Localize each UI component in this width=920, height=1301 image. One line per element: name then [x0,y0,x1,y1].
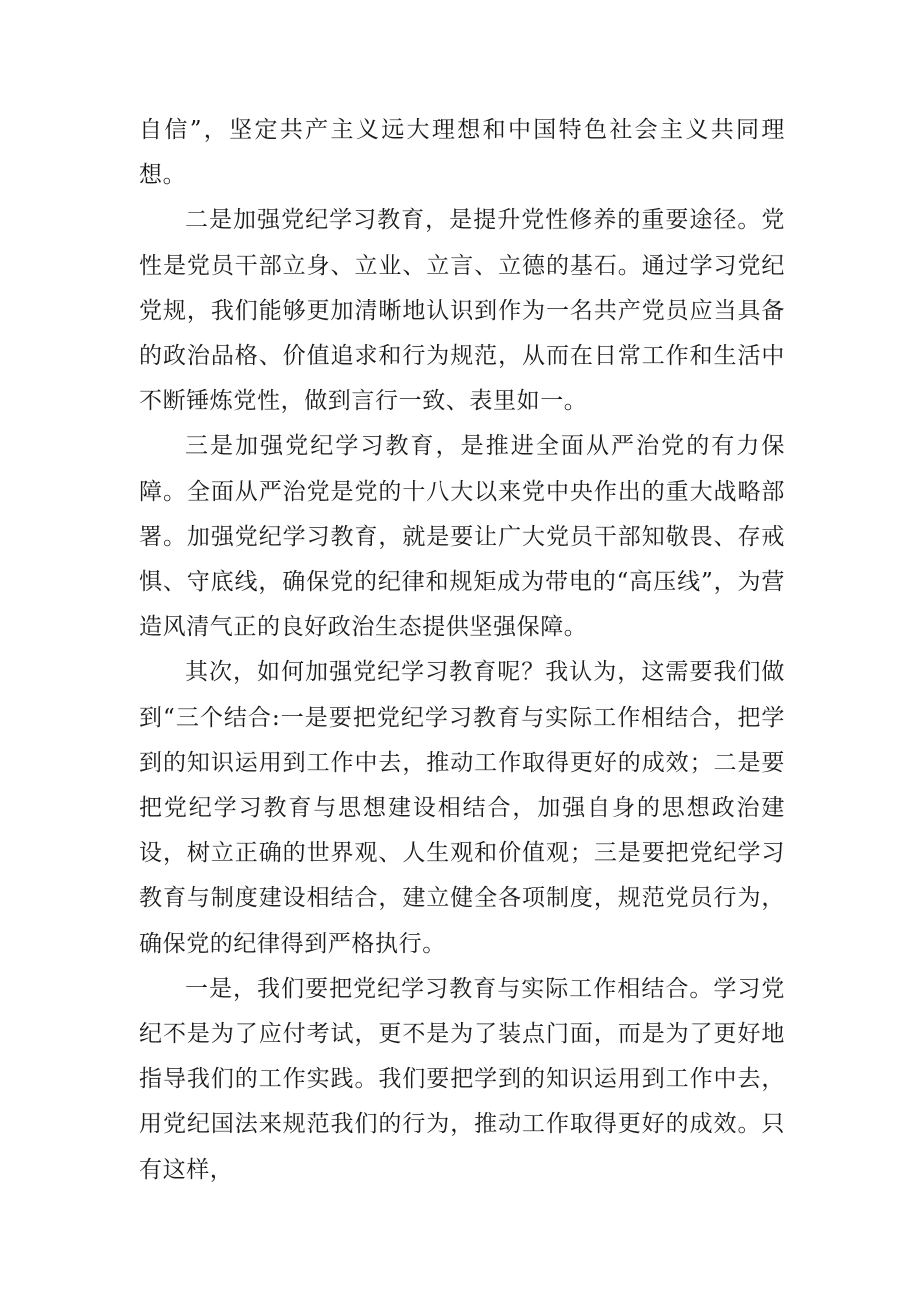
document-body [139,108,785,1193]
paragraph-continuation: 自信”，坚定共产主义远大理想和中国特色社会主义共同理想。 [139,117,785,189]
paragraph-how-to-strengthen: 其次，如何加强党纪学习教育呢？我认为，这需要我们做到“三个结合:一是要把党纪学习教育与实际工作相结合，把学到的知识运用到工作中去，推动工作取得更好的成效；二是要把党纪学习教育与思想建设相结合，加强自身的思想政治建设，树立正确的世界观、人生观和价值观；三是要把党纪学习教育与制度建设相结合，建立健全各项制度，规范党员行为，确保党的纪律得到严格执行。 [139,659,785,957]
paragraph-third-point: 三是加强党纪学习教育，是推进全面从严治党的有力保障。全面从严治党是党的十八大以来党中央作出的重大战略部署。加强党纪学习教育，就是要让广大党员干部知敬畏、存戒惧、守底线，确保党的纪律和规矩成为带电的“高压线”，为营造风清气正的良好政治生态提供坚强保障。 [139,433,785,641]
paragraph-second-point: 二是加强党纪学习教育，是提升党性修养的重要途径。党性是党员干部立身、立业、立言、立德的基石。通过学习党纪党规，我们能够更加清晰地认识到作为一名共产党员应当具备的政治品格、价值追求和行为规范，从而在日常工作和生活中不断锤炼党性，做到言行一致、表里如一。 [139,207,785,415]
paragraph-first-combination: 一是，我们要把党纪学习教育与实际工作相结合。学习党纪不是为了应付考试，更不是为了装点门面，而是为了更好地指导我们的工作实践。我们要把学到的知识运用到工作中去，用党纪国法来规范我们的行为，推动工作取得更好的成效。只有这样， [139,975,785,1183]
